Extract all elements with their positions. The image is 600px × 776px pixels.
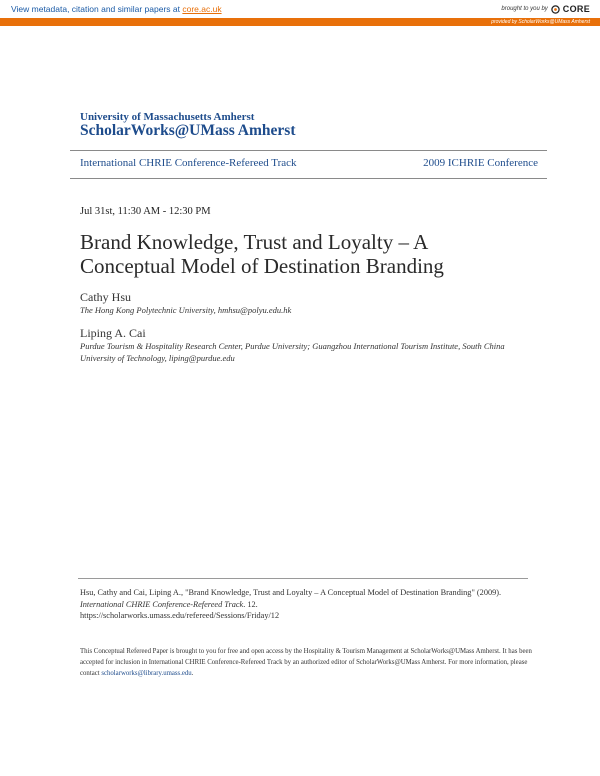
author-name: Cathy Hsu — [80, 290, 131, 304]
citation-number: . 12. — [243, 599, 258, 609]
core-logo-text: CORE — [562, 4, 590, 14]
access-notice — [80, 646, 535, 679]
conference-link[interactable]: 2009 ICHRIE Conference — [423, 157, 538, 169]
notice-end: . — [191, 670, 194, 677]
brought-to-you[interactable] — [501, 4, 590, 14]
divider-top — [70, 150, 547, 151]
citation-source — [80, 599, 530, 611]
repository-name[interactable]: ScholarWorks@UMass Amherst — [80, 122, 296, 139]
author-affiliation: The Hong Kong Polytechnic University, hmhsu@polyu.edu.hk — [80, 305, 292, 315]
notice-text: This Conceptual Refereed Paper is brought to you for free and open access by the Hospitality & Tourism Management at ScholarWorks@UMass Amherst. It has been accepted for inclusion in International CHRIE Conference-Refereed Track by an authorized editor of ScholarWorks@UMass Amherst. For more information, please contact — [80, 648, 532, 677]
core-logo-icon — [551, 5, 560, 14]
recommended-citation — [80, 587, 530, 622]
citation-url[interactable]: https://scholarworks.umass.edu/refereed/Sessions/Friday/12 — [80, 611, 280, 620]
view-metadata-link[interactable] — [11, 4, 222, 14]
citation-line: Hsu, Cathy and Cai, Liping A., "Brand Knowledge, Trust and Loyalty – A Conceptual Model of Destination Branding" (2009). — [80, 588, 502, 597]
brought-to-you-text: brought to you by — [501, 6, 548, 12]
contact-email-link[interactable]: scholarworks@library.umass.edu — [101, 670, 192, 677]
series-link[interactable]: International CHRIE Conference-Refereed Track — [80, 157, 297, 169]
view-metadata-text: View metadata, citation and similar papers at — [11, 4, 183, 14]
core-domain-link[interactable]: core.ac.uk — [182, 4, 222, 14]
citation-journal: International CHRIE Conference-Refereed Track — [80, 599, 244, 609]
institution-name: University of Massachusetts Amherst — [80, 111, 255, 123]
provided-by-text[interactable]: provided by ScholarWorks@UMass Amherst — [491, 19, 590, 25]
session-datetime: Jul 31st, 11:30 AM - 12:30 PM — [80, 206, 211, 217]
author-affiliation: Purdue Tourism & Hospitality Research Center, Purdue University; Guangzhou International Tourism Institute, South China University of Technology, liping@purdue.edu — [80, 341, 505, 363]
author-name: Liping A. Cai — [80, 326, 146, 340]
paper-title: Brand Knowledge, Trust and Loyalty – A Conceptual Model of Destination Branding — [80, 230, 444, 278]
divider-bottom — [70, 178, 547, 179]
citation-divider — [78, 578, 528, 579]
provider-bar — [0, 18, 600, 26]
